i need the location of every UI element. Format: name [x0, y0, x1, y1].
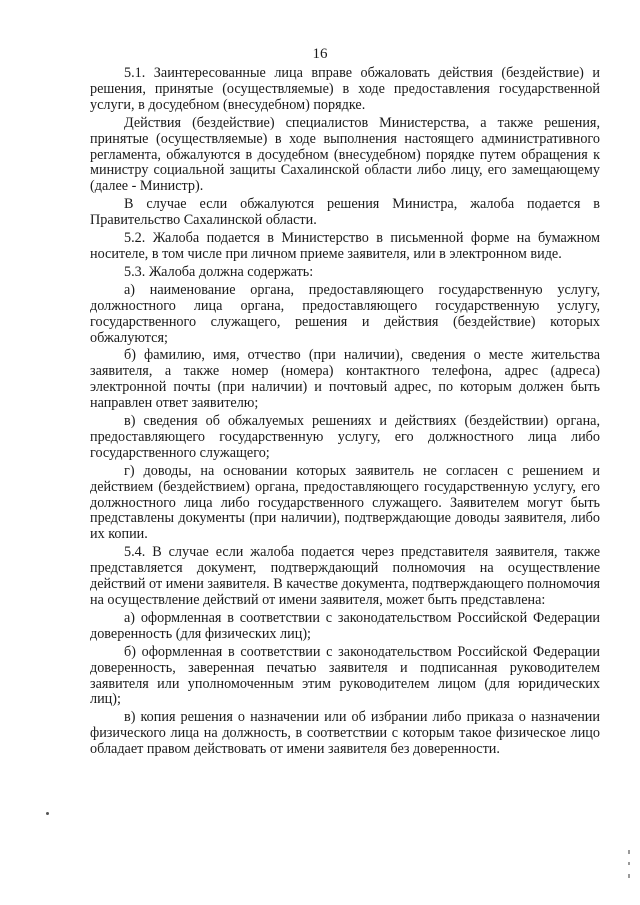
list-item-b: б) фамилию, имя, отчество (при наличии), сведения о месте жительства заявителя, а также номер (номера) контактного телефона, адрес (адреса) электронной почты (при наличии) и почтовый адрес, по которым должен быть направлен ответ заявителю;	[90, 347, 600, 412]
list-item-v: в) сведения об обжалуемых решениях и действиях (бездействии) органа, предоставляющего государственную услугу, его должностного лица либо государственного служащего;	[90, 413, 600, 461]
list-item-a: а) наименование органа, предоставляющего государственную услугу, должностного лица органа, предоставляющего государственную услугу, государственного служащего, решения и действия (бездействие) которых обжалуются;	[90, 281, 600, 346]
scan-edge-mark	[628, 874, 630, 878]
paragraph-actions-appeal: Действия (бездействие) специалистов Министерства, а также решения, принятые (осуществляемые) в ходе выполнения настоящего административного регламента, обжалуются в досудебном (внесудебном) порядке путем обращения к министру социальной защиты Сахалинской области либо лицу, его замещающему (далее - Министр).	[90, 114, 600, 195]
paragraph-5-1: 5.1. Заинтересованные лица вправе обжаловать действия (бездействие) и решения, принятые (осуществляемые) в ходе предоставления государственной услуги, в досудебном (внесудебном) порядке.	[90, 65, 600, 113]
scan-edge-mark	[628, 862, 630, 865]
scan-margin-dot	[46, 812, 49, 815]
paragraph-5-2: 5.2. Жалоба подается в Министерство в письменной форме на бумажном носителе, в том числе при личном приеме заявителя, или в электронном виде.	[90, 230, 600, 262]
list-item-a-representative: а) оформленная в соответствии с законодательством Российской Федерации доверенность (для физических лиц);	[90, 609, 600, 642]
document-body	[90, 66, 600, 760]
scan-edge-mark	[628, 850, 630, 854]
list-item-b-representative: б) оформленная в соответствии с законодательством Российской Федерации доверенность, заверенная печатью заявителя и подписанная руководителем заявителя или уполномоченным этим руководителем лицом (для юридических лиц);	[90, 643, 600, 708]
paragraph-5-4: 5.4. В случае если жалоба подается через представителя заявителя, также представляется документ, подтверждающий полномочия на осуществление действий от имени заявителя. В качестве документа, подтверждающего полномочия на осуществление действий от имени заявителя, может быть представлена:	[90, 544, 600, 608]
page-number: 16	[312, 46, 328, 62]
list-item-g: г) доводы, на основании которых заявитель не согласен с решением и действием (бездействием) органа, предоставляющего государственную услугу, его должностного лица либо государственного служащего. Заявителем могут быть представлены документы (при наличии), подтверждающие доводы заявителя, либо их копии.	[90, 462, 600, 543]
paragraph-minister-appeal: В случае если обжалуются решения Министра, жалоба подается в Правительство Сахалинской области.	[90, 196, 600, 229]
list-item-v-representative: в) копия решения о назначении или об избрании либо приказа о назначении физического лица на должность, в соответствии с которым такое физическое лицо обладает правом действовать от имени заявителя без доверенности.	[90, 709, 600, 758]
paragraph-5-3: 5.3. Жалоба должна содержать:	[124, 263, 314, 280]
